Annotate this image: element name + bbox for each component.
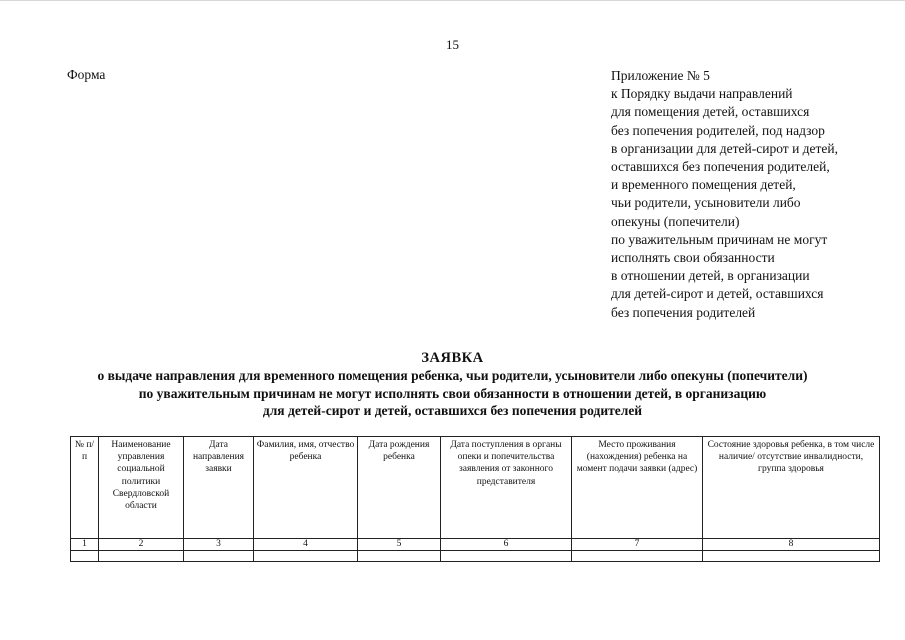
column-header-child-name: Фамилия, имя, отчество ребенка: [254, 437, 358, 539]
column-number: 7: [572, 539, 703, 551]
appendix-line: исполнять свои обязанности: [611, 250, 775, 266]
appendix-line: без попечения родителей, под надзор: [611, 122, 825, 138]
table-cell: [572, 551, 703, 562]
table-cell: [441, 551, 572, 562]
appendix-line: Приложение № 5: [611, 68, 710, 83]
document-subtitle-line: о выдаче направления для временного помещения ребенка, чьи родители, усыновители либо опекуны (попечители): [97, 368, 808, 383]
appendix-line: чьи родители, усыновители либо: [611, 195, 801, 211]
column-number: 3: [184, 539, 254, 551]
appendix-line: в организации для детей-сирот и детей,: [611, 140, 839, 156]
appendix-line: в отношении детей, в организации: [611, 268, 810, 284]
column-header-birth-date: Дата рождения ребенка: [358, 437, 441, 539]
appendix-line: к Порядку выдачи направлений: [611, 86, 793, 102]
appendix-line: по уважительным причинам не могут: [611, 231, 828, 247]
table-header-row: [71, 437, 880, 539]
table-cell: [254, 551, 358, 562]
table-cell: [358, 551, 441, 562]
column-number: 8: [703, 539, 880, 551]
column-number: 4: [254, 539, 358, 551]
column-number: 6: [441, 539, 572, 551]
table-cell: [184, 551, 254, 562]
column-header-health-status: Состояние здоровья ребенка, в том числе наличие/ отсутствие инвалидности, группа здоровья: [703, 437, 880, 539]
appendix-line: для помещения детей, оставшихся: [611, 104, 810, 120]
table-cell: [99, 551, 184, 562]
table-column-number-row: [71, 539, 880, 551]
appendix-line: без попечения родителей: [611, 304, 756, 320]
document-subtitle-line: по уважительным причинам не могут исполнять свои обязанности в отношении детей, в организацию: [138, 385, 767, 401]
document-title: ЗАЯВКА: [421, 350, 484, 366]
page-number: 15: [446, 37, 459, 52]
column-header-request-date: Дата направления заявки: [184, 437, 254, 539]
appendix-line: оставшихся без попечения родителей,: [611, 159, 830, 175]
document-subtitle-line: для детей-сирот и детей, оставшихся без попечения родителей: [262, 403, 643, 418]
column-number: 5: [358, 539, 441, 551]
appendix-block: [611, 67, 891, 322]
appendix-line: и временного помещения детей,: [611, 177, 796, 193]
page-top-edge: [0, 0, 905, 1]
column-number: 1: [71, 539, 99, 551]
appendix-line: для детей-сирот и детей, оставшихся: [611, 286, 824, 302]
column-header-department: Наименование управления социальной политики Свердловской области: [99, 437, 184, 539]
table-empty-row: [71, 551, 880, 562]
form-label: Форма: [67, 67, 106, 82]
column-number: 2: [99, 539, 184, 551]
column-header-application-date: Дата поступления в органы опеки и попечительства заявления от законного представителя: [441, 437, 572, 539]
column-header-residence: Место проживания (нахождения) ребенка на момент подачи заявки (адрес): [572, 437, 703, 539]
appendix-line: опекуны (попечители): [611, 213, 740, 229]
document-heading: [0, 349, 905, 420]
request-table: [70, 436, 880, 562]
column-header-number: № п/п: [71, 437, 99, 539]
table-cell: [703, 551, 880, 562]
table-cell: [71, 551, 99, 562]
